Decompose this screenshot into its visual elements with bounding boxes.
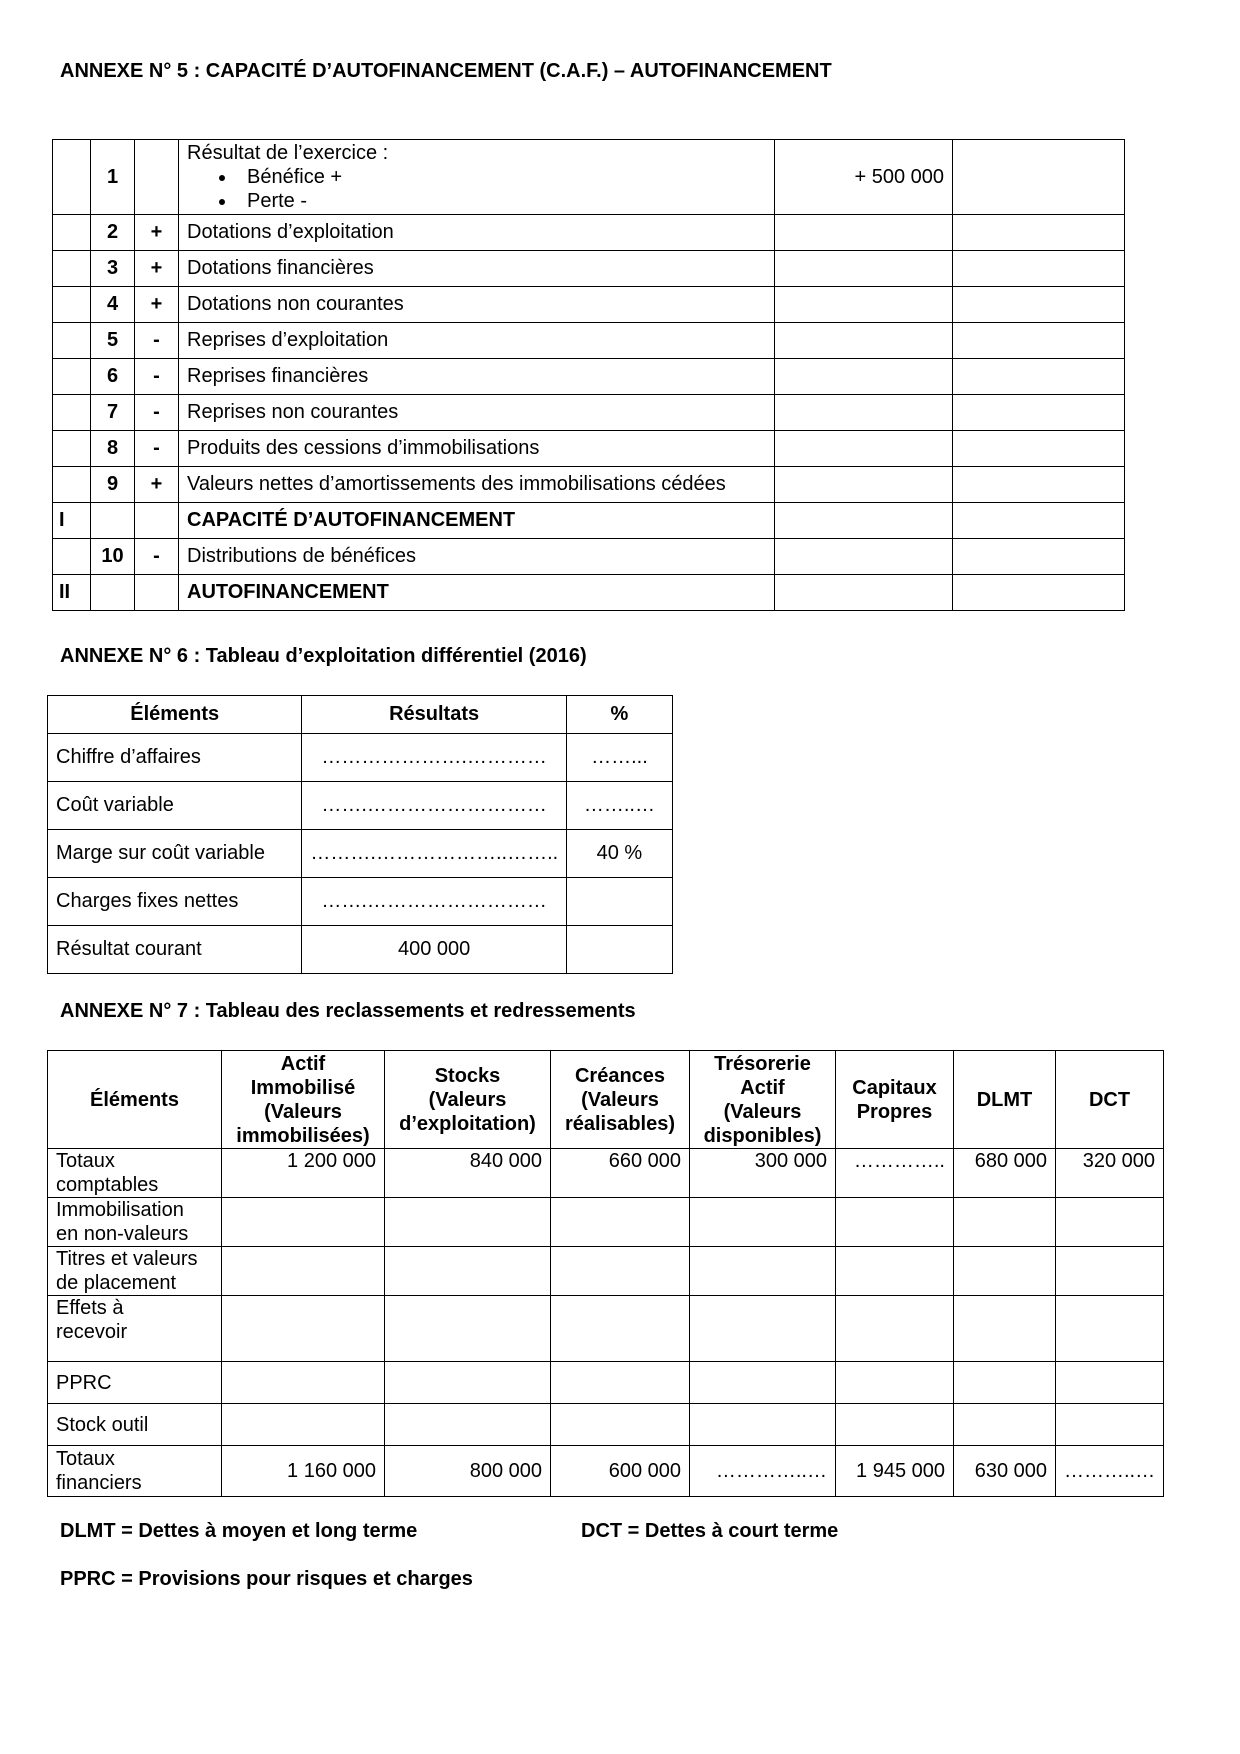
element-cell: Charges fixes nettes: [48, 878, 302, 926]
row-label: [179, 140, 775, 215]
empty-cell: [953, 575, 1125, 611]
amount-cell: [775, 503, 953, 539]
value-cell: 840 000: [385, 1149, 551, 1198]
value-cell: [690, 1198, 836, 1247]
caf-row: [53, 359, 1125, 395]
column-header-line: (Valeurs: [723, 1100, 802, 1123]
exploitation-row: [48, 878, 673, 926]
caf-row-10: [53, 539, 1125, 575]
value-cell: [385, 1296, 551, 1362]
caf-row: [53, 251, 1125, 287]
row-number: 8: [91, 431, 135, 467]
perte-option: • Perte -: [237, 189, 766, 213]
column-header-line: disponibles): [703, 1124, 822, 1147]
value-cell: [551, 1296, 690, 1362]
column-header-line: DLMT: [976, 1088, 1033, 1111]
row-label-line: Effets à: [56, 1297, 124, 1319]
value-cell: [222, 1362, 385, 1404]
value-cell: [690, 1404, 836, 1446]
roman-cell: [53, 287, 91, 323]
column-header: [48, 1051, 222, 1149]
row-label-line: recevoir: [56, 1321, 128, 1343]
element-cell: Marge sur coût variable: [48, 830, 302, 878]
row-label-line: en non-valeurs: [56, 1223, 189, 1245]
value-cell: [385, 1404, 551, 1446]
column-header-line: DCT: [1088, 1088, 1131, 1111]
row-number: [91, 503, 135, 539]
value-cell: [954, 1296, 1056, 1362]
value-cell: [690, 1296, 836, 1362]
element-cell: Chiffre d’affaires: [48, 734, 302, 782]
amount-cell: [775, 539, 953, 575]
row-label: Reprises financières: [179, 359, 775, 395]
value-cell: [551, 1198, 690, 1247]
value-cell: [222, 1198, 385, 1247]
reclassement-row: [48, 1446, 1164, 1497]
column-header: [1056, 1051, 1164, 1149]
value-cell: [1056, 1296, 1164, 1362]
amount-cell: [775, 251, 953, 287]
column-header-line: immobilisées): [236, 1124, 370, 1147]
sign-cell: [135, 140, 179, 215]
row-label: Reprises d’exploitation: [179, 323, 775, 359]
caf-table: [52, 139, 1125, 611]
percent-cell: ……...: [566, 734, 672, 782]
exploitation-row: [48, 926, 673, 974]
row-label: Reprises non courantes: [179, 395, 775, 431]
column-header: [551, 1051, 690, 1149]
exploitation-row: [48, 782, 673, 830]
amount-cell: [775, 215, 953, 251]
column-header: [385, 1051, 551, 1149]
empty-cell: [953, 359, 1125, 395]
row-label: [48, 1198, 222, 1247]
value-cell: 300 000: [690, 1149, 836, 1198]
value-cell: [551, 1404, 690, 1446]
row-number: 3: [91, 251, 135, 287]
row-label: Dotations non courantes: [179, 287, 775, 323]
row-label: [48, 1247, 222, 1296]
sign-cell: [135, 503, 179, 539]
sign-cell: +: [135, 287, 179, 323]
autofinancement-row: [53, 575, 1125, 611]
empty-cell: [953, 287, 1125, 323]
row-label: CAPACITÉ D’AUTOFINANCEMENT: [179, 503, 775, 539]
column-header: [222, 1051, 385, 1149]
value-cell: [222, 1404, 385, 1446]
column-header-line: Actif: [280, 1052, 326, 1075]
value-cell: [836, 1404, 954, 1446]
value-cell: 600 000: [551, 1446, 690, 1497]
sign-cell: +: [135, 215, 179, 251]
value-cell: [690, 1362, 836, 1404]
roman-cell: [53, 251, 91, 287]
row-label-line: Titres et valeurs: [56, 1248, 198, 1270]
sign-cell: +: [135, 251, 179, 287]
value-cell: [1056, 1362, 1164, 1404]
dlmt-note: DLMT = Dettes à moyen et long terme: [60, 1520, 418, 1542]
value-cell: 800 000: [385, 1446, 551, 1497]
column-header-line: (Valeurs: [264, 1100, 342, 1123]
value-cell: 1 200 000: [222, 1149, 385, 1198]
empty-cell: [953, 395, 1125, 431]
roman-cell: [53, 395, 91, 431]
header-resultats: Résultats: [302, 696, 566, 734]
amount-cell: [775, 287, 953, 323]
value-cell: 630 000: [954, 1446, 1056, 1497]
reclassement-row: [48, 1198, 1164, 1247]
row-label-line: Totaux: [56, 1150, 115, 1172]
result-options-list: [187, 165, 766, 213]
sign-cell: -: [135, 539, 179, 575]
value-cell: [385, 1198, 551, 1247]
percent-cell: [566, 926, 672, 974]
annexe6-title: ANNEXE N° 6 : Tableau d’exploitation différentiel (2016): [60, 645, 587, 667]
empty-cell: [953, 467, 1125, 503]
row-label: [48, 1404, 222, 1446]
value-cell: …………..: [836, 1149, 954, 1198]
row-label: [48, 1296, 222, 1362]
roman-cell: [53, 359, 91, 395]
roman-cell: [53, 140, 91, 215]
amount-cell: [775, 323, 953, 359]
column-header-line: d’exploitation): [399, 1112, 536, 1135]
row-label-line: PPRC: [56, 1371, 112, 1394]
column-header-line: réalisables): [564, 1112, 676, 1135]
row-number: 10: [91, 539, 135, 575]
column-header-line: Trésorerie: [714, 1052, 811, 1075]
column-header-line: Propres: [856, 1100, 933, 1123]
exploitation-header-row: [48, 696, 673, 734]
value-cell: [836, 1362, 954, 1404]
caf-row: [53, 395, 1125, 431]
reclassement-row: [48, 1296, 1164, 1362]
percent-cell: ……..…: [566, 782, 672, 830]
row-label-line: de placement: [56, 1272, 177, 1294]
value-cell: [954, 1247, 1056, 1296]
value-cell: [385, 1247, 551, 1296]
value-cell: [1056, 1404, 1164, 1446]
element-cell: Résultat courant: [48, 926, 302, 974]
value-cell: [836, 1296, 954, 1362]
amount-cell: [775, 467, 953, 503]
empty-cell: [953, 431, 1125, 467]
row-number: 2: [91, 215, 135, 251]
exploitation-table: [47, 695, 673, 974]
resultat-cell: ……….………………..……..: [302, 830, 566, 878]
empty-cell: [953, 323, 1125, 359]
row-label-line: comptables: [56, 1174, 159, 1196]
row-label: [48, 1446, 222, 1497]
value-cell: [954, 1198, 1056, 1247]
caf-row: [53, 467, 1125, 503]
value-cell: [690, 1247, 836, 1296]
amount-cell: [775, 395, 953, 431]
element-cell: Coût variable: [48, 782, 302, 830]
value-cell: 660 000: [551, 1149, 690, 1198]
value-cell: [836, 1247, 954, 1296]
empty-cell: [953, 215, 1125, 251]
column-header-line: Immobilisé: [250, 1076, 356, 1099]
roman-cell: [53, 467, 91, 503]
resultat-cell: …….………………………: [302, 878, 566, 926]
row-number: 9: [91, 467, 135, 503]
empty-cell: [953, 503, 1125, 539]
column-header: [954, 1051, 1056, 1149]
roman-cell: [53, 323, 91, 359]
caf-total-row: [53, 503, 1125, 539]
row-label-line: Immobilisation: [56, 1199, 184, 1221]
row-label: [48, 1362, 222, 1404]
row-label: Produits des cessions d’immobilisations: [179, 431, 775, 467]
roman-cell: [53, 215, 91, 251]
benefice-option: • Bénéfice +: [237, 165, 766, 189]
value-cell: 1 160 000: [222, 1446, 385, 1497]
value-cell: [1056, 1247, 1164, 1296]
row-label: Valeurs nettes d’amortissements des immobilisations cédées: [179, 467, 775, 503]
amount-cell: [775, 575, 953, 611]
row-label: [48, 1149, 222, 1198]
value-cell: …………..…: [690, 1446, 836, 1497]
value-cell: [551, 1362, 690, 1404]
row-number: 4: [91, 287, 135, 323]
row-number: [91, 575, 135, 611]
exploitation-row: [48, 830, 673, 878]
percent-cell: [566, 878, 672, 926]
value-cell: [954, 1362, 1056, 1404]
dct-note: DCT = Dettes à court terme: [581, 1520, 839, 1542]
header-percent: %: [566, 696, 672, 734]
value-cell: [385, 1362, 551, 1404]
value-cell: 320 000: [1056, 1149, 1164, 1198]
row-label: AUTOFINANCEMENT: [179, 575, 775, 611]
row-number: 1: [91, 140, 135, 215]
sign-cell: -: [135, 359, 179, 395]
value-cell: [222, 1296, 385, 1362]
percent-cell: 40 %: [566, 830, 672, 878]
pprc-note: PPRC = Provisions pour risques et charges: [60, 1568, 473, 1590]
exploitation-row: [48, 734, 673, 782]
column-header-line: Éléments: [90, 1088, 179, 1111]
value-cell: [954, 1404, 1056, 1446]
roman-cell: [53, 539, 91, 575]
column-header-line: Stocks: [434, 1064, 501, 1087]
amount-cell: + 500 000: [775, 140, 953, 215]
column-header: [690, 1051, 836, 1149]
row-number: 5: [91, 323, 135, 359]
sign-cell: +: [135, 467, 179, 503]
sign-cell: -: [135, 323, 179, 359]
column-header-line: (Valeurs: [581, 1088, 659, 1111]
value-cell: [1056, 1198, 1164, 1247]
caf-row: [53, 323, 1125, 359]
row-label: Distributions de bénéfices: [179, 539, 775, 575]
empty-cell: [953, 140, 1125, 215]
roman-cell: II: [53, 575, 91, 611]
empty-cell: [953, 251, 1125, 287]
row-label-line: Stock outil: [56, 1413, 149, 1436]
row-number: 6: [91, 359, 135, 395]
row-label: Dotations d’exploitation: [179, 215, 775, 251]
resultat-cell: …….………………………: [302, 782, 566, 830]
reclassements-header-row: [48, 1051, 1164, 1149]
resultat-cell: ………………….…………: [302, 734, 566, 782]
caf-row-1: [53, 140, 1125, 215]
resultat-cell: 400 000: [302, 926, 566, 974]
value-cell: [551, 1247, 690, 1296]
amount-cell: [775, 431, 953, 467]
header-elements: Éléments: [48, 696, 302, 734]
annexe7-title: ANNEXE N° 7 : Tableau des reclassements et redressements: [60, 1000, 636, 1022]
row-label-text: Résultat de l’exercice :: [187, 142, 389, 164]
sign-cell: -: [135, 431, 179, 467]
value-cell: 1 945 000: [836, 1446, 954, 1497]
sign-cell: [135, 575, 179, 611]
reclassement-row: [48, 1362, 1164, 1404]
reclassement-row: [48, 1149, 1164, 1198]
row-number: 7: [91, 395, 135, 431]
value-cell: [222, 1247, 385, 1296]
caf-row: [53, 431, 1125, 467]
column-header-line: Capitaux: [852, 1076, 937, 1099]
column-header-line: Actif: [740, 1076, 785, 1099]
reclassements-table: [47, 1050, 1164, 1497]
caf-row: [53, 287, 1125, 323]
empty-cell: [953, 539, 1125, 575]
column-header-line: Créances: [574, 1064, 666, 1087]
roman-cell: I: [53, 503, 91, 539]
column-header-line: (Valeurs: [428, 1088, 507, 1111]
column-header: [836, 1051, 954, 1149]
value-cell: 680 000: [954, 1149, 1056, 1198]
caf-row: [53, 215, 1125, 251]
sign-cell: -: [135, 395, 179, 431]
row-label-line: financiers: [56, 1472, 142, 1494]
reclassement-row: [48, 1247, 1164, 1296]
amount-cell: [775, 359, 953, 395]
row-label: Dotations financières: [179, 251, 775, 287]
row-label-line: Totaux: [56, 1448, 115, 1470]
roman-cell: [53, 431, 91, 467]
value-cell: [836, 1198, 954, 1247]
reclassement-row: [48, 1404, 1164, 1446]
value-cell: ………..…: [1056, 1446, 1164, 1497]
annexe5-title: ANNEXE N° 5 : CAPACITÉ D’AUTOFINANCEMENT (C.A.F.) – AUTOFINANCEMENT: [60, 60, 832, 82]
